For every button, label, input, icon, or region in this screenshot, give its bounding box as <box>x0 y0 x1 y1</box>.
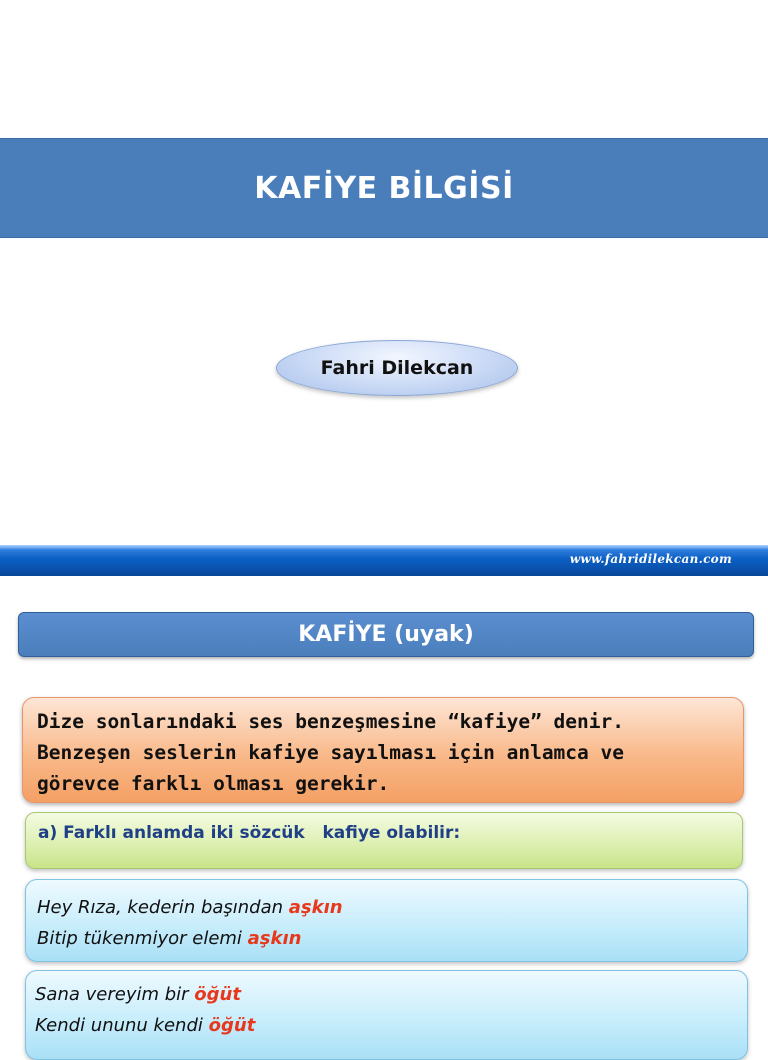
rhyme-word: aşkın <box>288 897 343 918</box>
poem-line-text: Hey Rıza, kederin başından <box>37 897 289 918</box>
poem-line-text: Bitip tükenmiyor elemi <box>37 928 248 949</box>
footer-bar <box>0 545 768 576</box>
poem-line <box>35 1010 738 1041</box>
poem-line-text: Kendi ununu kendi <box>35 1015 209 1036</box>
poem-line-text: Sana vereyim bir <box>35 984 195 1005</box>
definition-box <box>22 697 744 803</box>
website-label: www.fahridilekcan.com <box>569 552 732 566</box>
rhyme-word: aşkın <box>247 928 302 949</box>
example-box <box>25 970 748 1060</box>
poem-line <box>37 923 736 954</box>
definition-line: Benzeşen seslerin kafiye sayılması için anlamca ve <box>37 741 624 764</box>
example-box <box>25 879 748 962</box>
poem-line <box>37 892 736 923</box>
author-label: Fahri Dilekcan <box>276 340 518 396</box>
definition-line: görevce farklı olması gerekir. <box>37 772 390 795</box>
definition-line: Dize sonlarındaki ses benzeşmesine “kafiye” denir. <box>37 710 624 733</box>
slide-title: KAFİYE BİLGİSİ <box>0 138 768 238</box>
rhyme-word: öğüt <box>208 1015 256 1036</box>
subheading: a) Farklı anlamda iki sözcük kafiye olabilir: <box>25 812 743 869</box>
section-header: KAFİYE (uyak) <box>18 612 754 657</box>
poem-line <box>35 979 738 1010</box>
rhyme-word: öğüt <box>194 984 241 1005</box>
